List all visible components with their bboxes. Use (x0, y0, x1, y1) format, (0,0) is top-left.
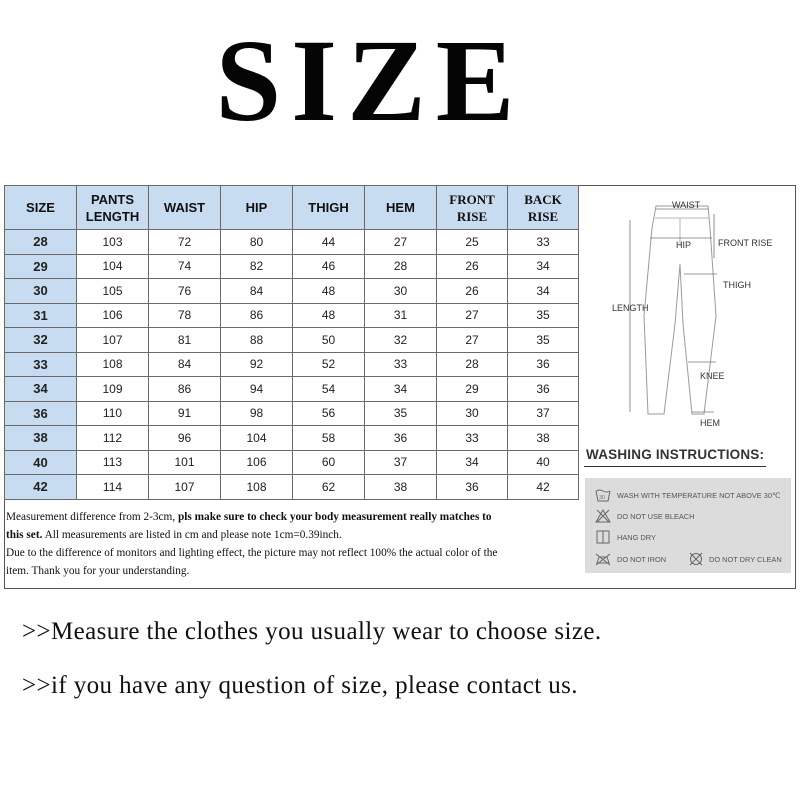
header-pants-length: PANTS LENGTH (77, 186, 149, 230)
header-back-rise: BACK RISE (508, 186, 579, 230)
table-cell: 98 (221, 401, 293, 426)
wash-item-no-iron (595, 552, 666, 566)
size-cell: 38 (5, 426, 77, 451)
table-row (5, 426, 579, 451)
pants-measurement-diagram (580, 186, 794, 436)
table-cell: 60 (293, 450, 365, 475)
header-waist: WAIST (149, 186, 221, 230)
table-cell: 34 (437, 450, 508, 475)
wash-item-hang-dry (595, 530, 656, 544)
table-cell: 44 (293, 230, 365, 255)
table-cell: 76 (149, 279, 221, 304)
table-row (5, 279, 579, 304)
table-body (5, 230, 579, 500)
page-title: SIZE (215, 15, 525, 146)
table-row (5, 254, 579, 279)
table-cell: 27 (437, 328, 508, 353)
size-cell: 42 (5, 475, 77, 500)
note-line3: Due to the difference of monitors and lighting effect, the picture may not reflect 100% the actual color of the (6, 547, 498, 559)
table-cell: 36 (365, 426, 437, 451)
table-cell: 107 (149, 475, 221, 500)
hang-dry-label: HANG DRY (617, 532, 656, 542)
table-cell: 30 (437, 401, 508, 426)
table-cell: 82 (221, 254, 293, 279)
tip-measure-clothes: >>Measure the clothes you usually wear to choose size. (22, 618, 602, 645)
label-knee: KNEE (700, 371, 725, 381)
table-cell: 26 (437, 254, 508, 279)
size-cell: 33 (5, 352, 77, 377)
table-cell: 94 (221, 377, 293, 402)
table-cell: 114 (77, 475, 149, 500)
label-hip: HIP (676, 240, 692, 250)
table-cell: 25 (437, 230, 508, 255)
label-waist: WAIST (672, 200, 701, 210)
table-cell: 72 (149, 230, 221, 255)
no-bleach-icon (595, 509, 611, 523)
size-cell: 28 (5, 230, 77, 255)
label-thigh: THIGH (723, 280, 751, 290)
table-row (5, 401, 579, 426)
table-cell: 34 (508, 279, 579, 304)
table-cell: 37 (508, 401, 579, 426)
table-header-row (5, 186, 579, 230)
table-cell: 38 (365, 475, 437, 500)
label-front-rise: FRONT RISE (718, 238, 773, 248)
wash-temperature-label: WASH WITH TEMPERATURE NOT ABOVE 30℃ (617, 490, 781, 500)
table-cell: 86 (149, 377, 221, 402)
table-cell: 38 (508, 426, 579, 451)
size-cell: 29 (5, 254, 77, 279)
table-cell: 27 (365, 230, 437, 255)
table-cell: 36 (508, 377, 579, 402)
table-row (5, 450, 579, 475)
table-cell: 36 (437, 475, 508, 500)
table-cell: 108 (77, 352, 149, 377)
header-size: SIZE (5, 186, 77, 230)
no-dry-clean-icon (689, 552, 703, 566)
size-cell: 30 (5, 279, 77, 304)
table-cell: 33 (437, 426, 508, 451)
table-cell: 62 (293, 475, 365, 500)
table-cell: 56 (293, 401, 365, 426)
table-cell: 88 (221, 328, 293, 353)
table-cell: 106 (77, 303, 149, 328)
table-cell: 86 (221, 303, 293, 328)
size-cell: 32 (5, 328, 77, 353)
note-line2-bold: this set. (6, 529, 43, 541)
table-cell: 104 (77, 254, 149, 279)
table-cell: 29 (437, 377, 508, 402)
note-line1-bold: pls make sure to check your body measurement really matches to (178, 511, 492, 523)
table-cell: 101 (149, 450, 221, 475)
header-hem: HEM (365, 186, 437, 230)
table-cell: 35 (508, 328, 579, 353)
table-cell: 52 (293, 352, 365, 377)
table-cell: 91 (149, 401, 221, 426)
table-cell: 112 (77, 426, 149, 451)
table-cell: 35 (508, 303, 579, 328)
wash-item-no-bleach (595, 509, 694, 523)
table-cell: 104 (221, 426, 293, 451)
hang-dry-icon (595, 530, 611, 544)
table-cell: 54 (293, 377, 365, 402)
note-line2-plain: All measurements are listed in cm and please note 1cm=0.39inch. (42, 529, 342, 541)
no-dry-clean-label: DO NOT DRY CLEAN (709, 554, 782, 564)
wash-tub-icon (595, 488, 611, 502)
table-cell: 40 (508, 450, 579, 475)
table-row (5, 352, 579, 377)
no-iron-icon (595, 552, 611, 566)
table-cell: 46 (293, 254, 365, 279)
table-cell: 31 (365, 303, 437, 328)
table-cell: 28 (365, 254, 437, 279)
washing-instructions-panel (585, 478, 791, 573)
table-cell: 113 (77, 450, 149, 475)
table-cell: 107 (77, 328, 149, 353)
table-row (5, 475, 579, 500)
header-thigh: THIGH (293, 186, 365, 230)
table-cell: 50 (293, 328, 365, 353)
table-cell: 78 (149, 303, 221, 328)
header-hip: HIP (221, 186, 293, 230)
note-line4: item. Thank you for your understanding. (6, 565, 190, 577)
washing-instructions-title: WASHING INSTRUCTIONS: (586, 447, 765, 462)
table-row (5, 377, 579, 402)
wash-temp-icon-text: 30 (599, 495, 605, 501)
table-cell: 30 (365, 279, 437, 304)
table-cell: 80 (221, 230, 293, 255)
header-front-rise: FRONT RISE (437, 186, 508, 230)
no-bleach-label: DO NOT USE BLEACH (617, 511, 695, 521)
table-cell: 109 (77, 377, 149, 402)
table-cell: 36 (508, 352, 579, 377)
table-cell: 34 (365, 377, 437, 402)
table-cell: 58 (293, 426, 365, 451)
wash-item-temperature (595, 488, 780, 502)
label-length: LENGTH (612, 303, 649, 313)
table-cell: 28 (437, 352, 508, 377)
table-cell: 84 (149, 352, 221, 377)
table-cell: 27 (437, 303, 508, 328)
size-cell: 34 (5, 377, 77, 402)
table-cell: 26 (437, 279, 508, 304)
size-table (4, 185, 579, 500)
table-cell: 37 (365, 450, 437, 475)
table-cell: 92 (221, 352, 293, 377)
table-cell: 108 (221, 475, 293, 500)
table-cell: 103 (77, 230, 149, 255)
table-cell: 35 (365, 401, 437, 426)
table-cell: 84 (221, 279, 293, 304)
table-cell: 33 (508, 230, 579, 255)
washing-title-underline (584, 466, 766, 467)
size-cell: 31 (5, 303, 77, 328)
no-iron-label: DO NOT IRON (617, 554, 667, 564)
size-cell: 40 (5, 450, 77, 475)
measurement-notes (6, 508, 576, 580)
table-cell: 81 (149, 328, 221, 353)
table-cell: 32 (365, 328, 437, 353)
tip-contact-us: >>if you have any question of size, please contact us. (22, 672, 578, 699)
table-row (5, 328, 579, 353)
note-line1-plain: Measurement difference from 2-3cm, (6, 511, 178, 523)
table-row (5, 303, 579, 328)
table-cell: 42 (508, 475, 579, 500)
table-cell: 105 (77, 279, 149, 304)
label-hem: HEM (700, 418, 720, 428)
table-cell: 33 (365, 352, 437, 377)
table-cell: 34 (508, 254, 579, 279)
wash-item-no-dry-clean (689, 552, 782, 566)
table-cell: 48 (293, 303, 365, 328)
table-row (5, 230, 579, 255)
table-cell: 96 (149, 426, 221, 451)
size-cell: 36 (5, 401, 77, 426)
table-cell: 110 (77, 401, 149, 426)
table-cell: 48 (293, 279, 365, 304)
table-cell: 74 (149, 254, 221, 279)
table-cell: 106 (221, 450, 293, 475)
